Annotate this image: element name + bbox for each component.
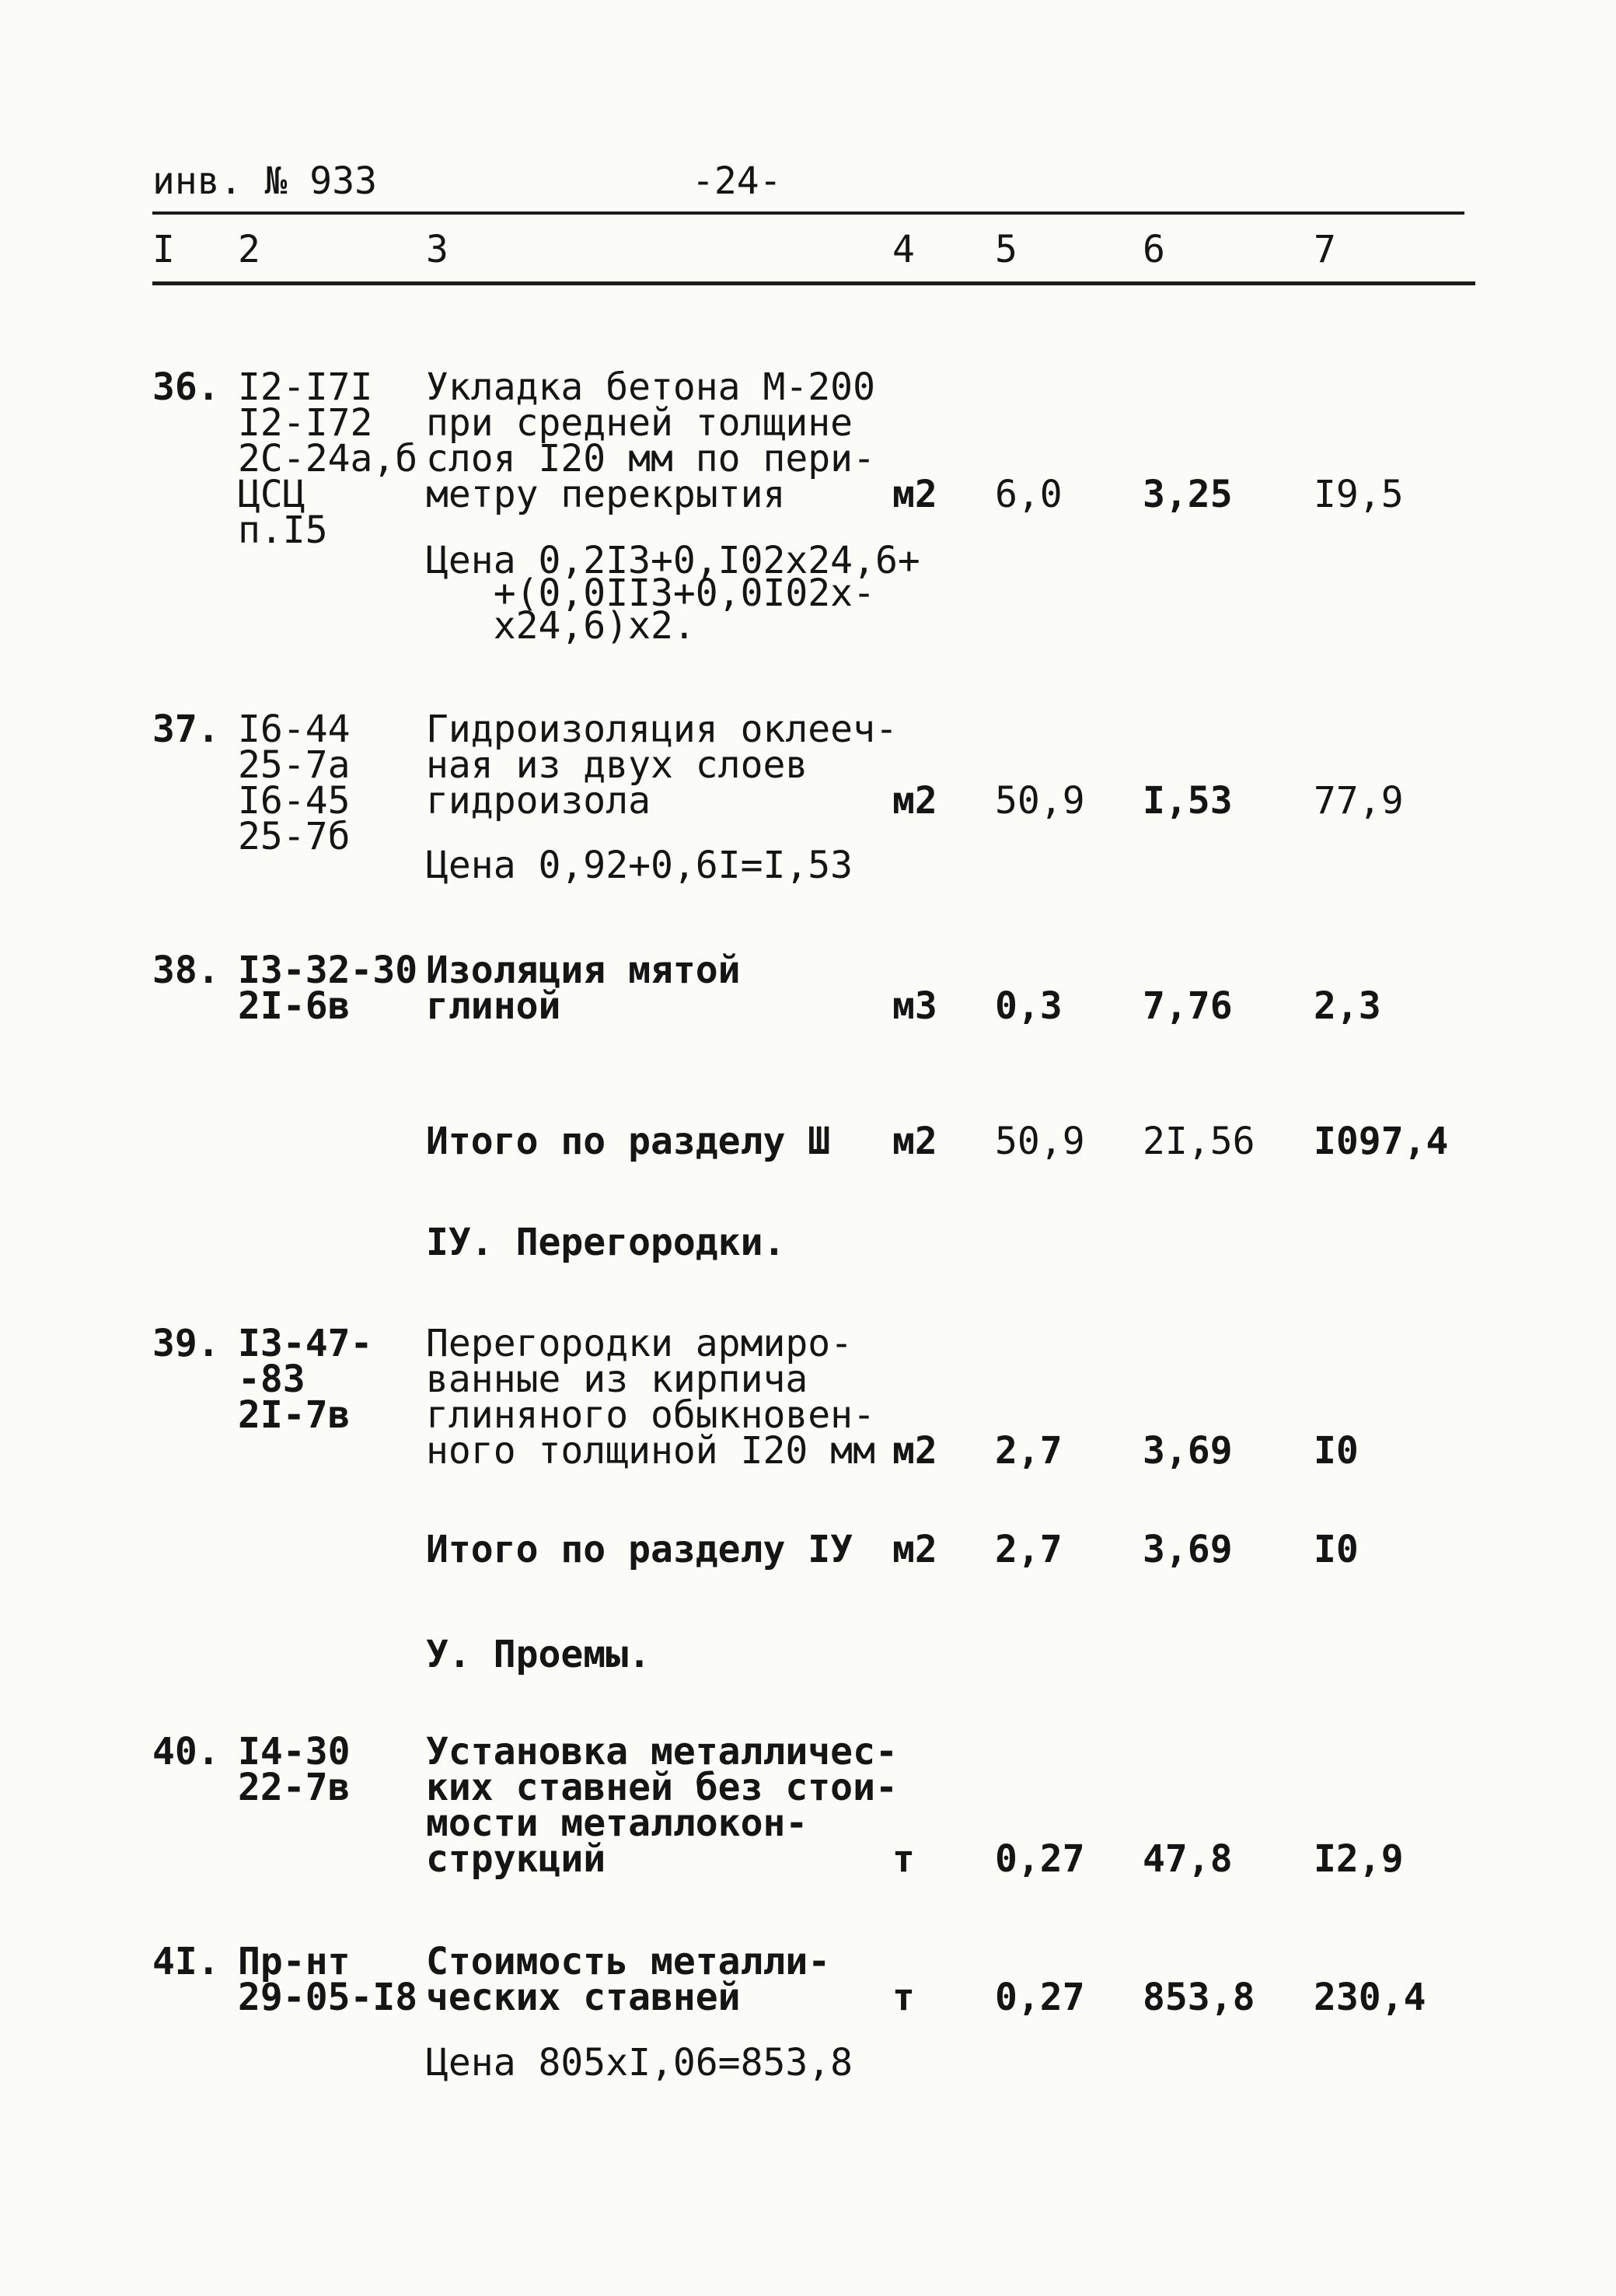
description-line: Установка металличес-: [426, 1730, 898, 1774]
description-line: ческих ставней: [426, 1976, 741, 2019]
column-header-7: 7: [1314, 228, 1336, 271]
total-label: Итого по разделу Ш: [426, 1120, 831, 1163]
row-quantity: 0,27: [995, 1976, 1085, 2019]
header-top-rule: [152, 211, 1464, 215]
code-line: I2-I7I: [238, 365, 373, 409]
code-line: 29-05-I8: [238, 1976, 418, 2019]
code-line: I3-47-: [238, 1322, 373, 1365]
row-total: 77,9: [1314, 779, 1404, 823]
column-header-5: 5: [995, 228, 1017, 271]
description-line: Стоимость металли-: [426, 1940, 831, 1983]
row-total: I9,5: [1314, 473, 1404, 516]
total-amount: I0: [1314, 1528, 1359, 1571]
section-title: IУ. Перегородки.: [426, 1221, 786, 1264]
row-unit: т: [892, 1837, 915, 1881]
total-label: Итого по разделу IУ: [426, 1528, 853, 1571]
column-header-6: 6: [1143, 228, 1165, 271]
row-unit: м3: [892, 984, 937, 1028]
column-header-3: 3: [426, 228, 449, 271]
price-note-line: +(0,0II3+0,0I02х-: [426, 571, 875, 615]
row-description: [426, 1940, 831, 2019]
description-line: глиной: [426, 984, 561, 1028]
description-line: Гидроизоляция оклееч-: [426, 708, 898, 751]
total-unit: м2: [892, 1120, 937, 1163]
code-line: 25-7а: [238, 743, 351, 787]
row-quantity: 6,0: [995, 473, 1063, 516]
description-line: Укладка бетона М-200: [426, 365, 875, 409]
row-quantity: 50,9: [995, 779, 1085, 823]
row-number: 4I.: [152, 1940, 220, 1983]
row-description: [426, 365, 875, 516]
page-number: -24-: [692, 159, 782, 203]
description-line: ванные из кирпича: [426, 1358, 808, 1401]
column-header-1: I: [152, 228, 175, 271]
description-line: глиняного обыкновен-: [426, 1393, 875, 1437]
row-unit: м2: [892, 779, 937, 823]
code-line: I2-I72: [238, 401, 373, 445]
row-number: 39.: [152, 1322, 220, 1365]
row-codes: [238, 1322, 373, 1437]
row-unit: м2: [892, 1429, 937, 1473]
description-line: ная из двух слоев: [426, 743, 808, 787]
row-unit-price: 3,69: [1143, 1429, 1233, 1473]
row-codes: [238, 1730, 351, 1809]
row-unit: м2: [892, 473, 937, 516]
row-quantity: 0,3: [995, 984, 1063, 1028]
row-description: [426, 708, 898, 823]
description-line: метру перекрытия: [426, 473, 786, 516]
row-codes: [238, 708, 351, 858]
code-line: -83: [238, 1358, 305, 1401]
row-unit-price: I,53: [1143, 779, 1233, 823]
price-note: [426, 2041, 853, 2085]
row-unit-price: 47,8: [1143, 1837, 1233, 1881]
row-number: 36.: [152, 365, 220, 409]
code-line: 2I-7в: [238, 1393, 351, 1437]
total-amount: I097,4: [1314, 1120, 1449, 1163]
row-number: 40.: [152, 1730, 220, 1774]
code-line: 2C-24а,б: [238, 437, 418, 481]
price-note-line: х24,6)х2.: [426, 604, 696, 648]
row-unit: т: [892, 1976, 915, 2019]
price-note-line: Цена 0,92+0,6I=I,53: [426, 844, 853, 887]
row-codes: [238, 365, 418, 552]
row-total: 2,3: [1314, 984, 1381, 1028]
code-line: Пр-нт: [238, 1940, 351, 1983]
section-title: У. Проемы.: [426, 1633, 651, 1676]
code-line: п.I5: [238, 508, 328, 552]
code-line: ЦСЦ: [238, 473, 305, 516]
total-price: 3,69: [1143, 1528, 1233, 1571]
price-note: [426, 844, 853, 887]
description-line: Изоляция мятой: [426, 949, 741, 992]
description-line: мости металлокон-: [426, 1802, 808, 1845]
code-line: 2I-6в: [238, 984, 351, 1028]
inventory-number: инв. № 933: [152, 159, 377, 203]
code-line: I4-30: [238, 1730, 351, 1774]
total-quantity: 50,9: [995, 1120, 1085, 1163]
row-total: 230,4: [1314, 1976, 1426, 2019]
row-description: [426, 949, 741, 1028]
row-unit-price: 7,76: [1143, 984, 1233, 1028]
description-line: ких ставней без стои-: [426, 1766, 898, 1809]
row-unit-price: 853,8: [1143, 1976, 1255, 2019]
description-line: струкций: [426, 1837, 606, 1881]
row-number: 37.: [152, 708, 220, 751]
description-line: Перегородки армиро-: [426, 1322, 853, 1365]
price-note-line: Цена 0,2I3+0,I02х24,6+: [426, 539, 920, 582]
total-unit: м2: [892, 1528, 937, 1571]
row-quantity: 0,27: [995, 1837, 1085, 1881]
column-header-4: 4: [892, 228, 915, 271]
description-line: гидроизола: [426, 779, 651, 823]
row-number: 38.: [152, 949, 220, 992]
header-bottom-rule: [152, 281, 1475, 285]
description-line: при средней толщине: [426, 401, 853, 445]
code-line: I6-45: [238, 779, 351, 823]
code-line: 25-7б: [238, 815, 351, 858]
price-note: [426, 539, 920, 648]
total-price: 2I,56: [1143, 1120, 1255, 1163]
row-codes: [238, 949, 418, 1028]
row-description: [426, 1322, 875, 1473]
description-line: слоя I20 мм по пери-: [426, 437, 875, 481]
row-description: [426, 1730, 898, 1881]
row-total: I2,9: [1314, 1837, 1404, 1881]
code-line: I6-44: [238, 708, 351, 751]
row-unit-price: 3,25: [1143, 473, 1233, 516]
row-codes: [238, 1940, 418, 2019]
row-quantity: 2,7: [995, 1429, 1063, 1473]
price-note-line: Цена 805хI,06=853,8: [426, 2041, 853, 2085]
row-total: I0: [1314, 1429, 1359, 1473]
column-header-2: 2: [238, 228, 260, 271]
description-line: ного толщиной I20 мм: [426, 1429, 875, 1473]
total-quantity: 2,7: [995, 1528, 1063, 1571]
code-line: 22-7в: [238, 1766, 351, 1809]
code-line: I3-32-30: [238, 949, 418, 992]
